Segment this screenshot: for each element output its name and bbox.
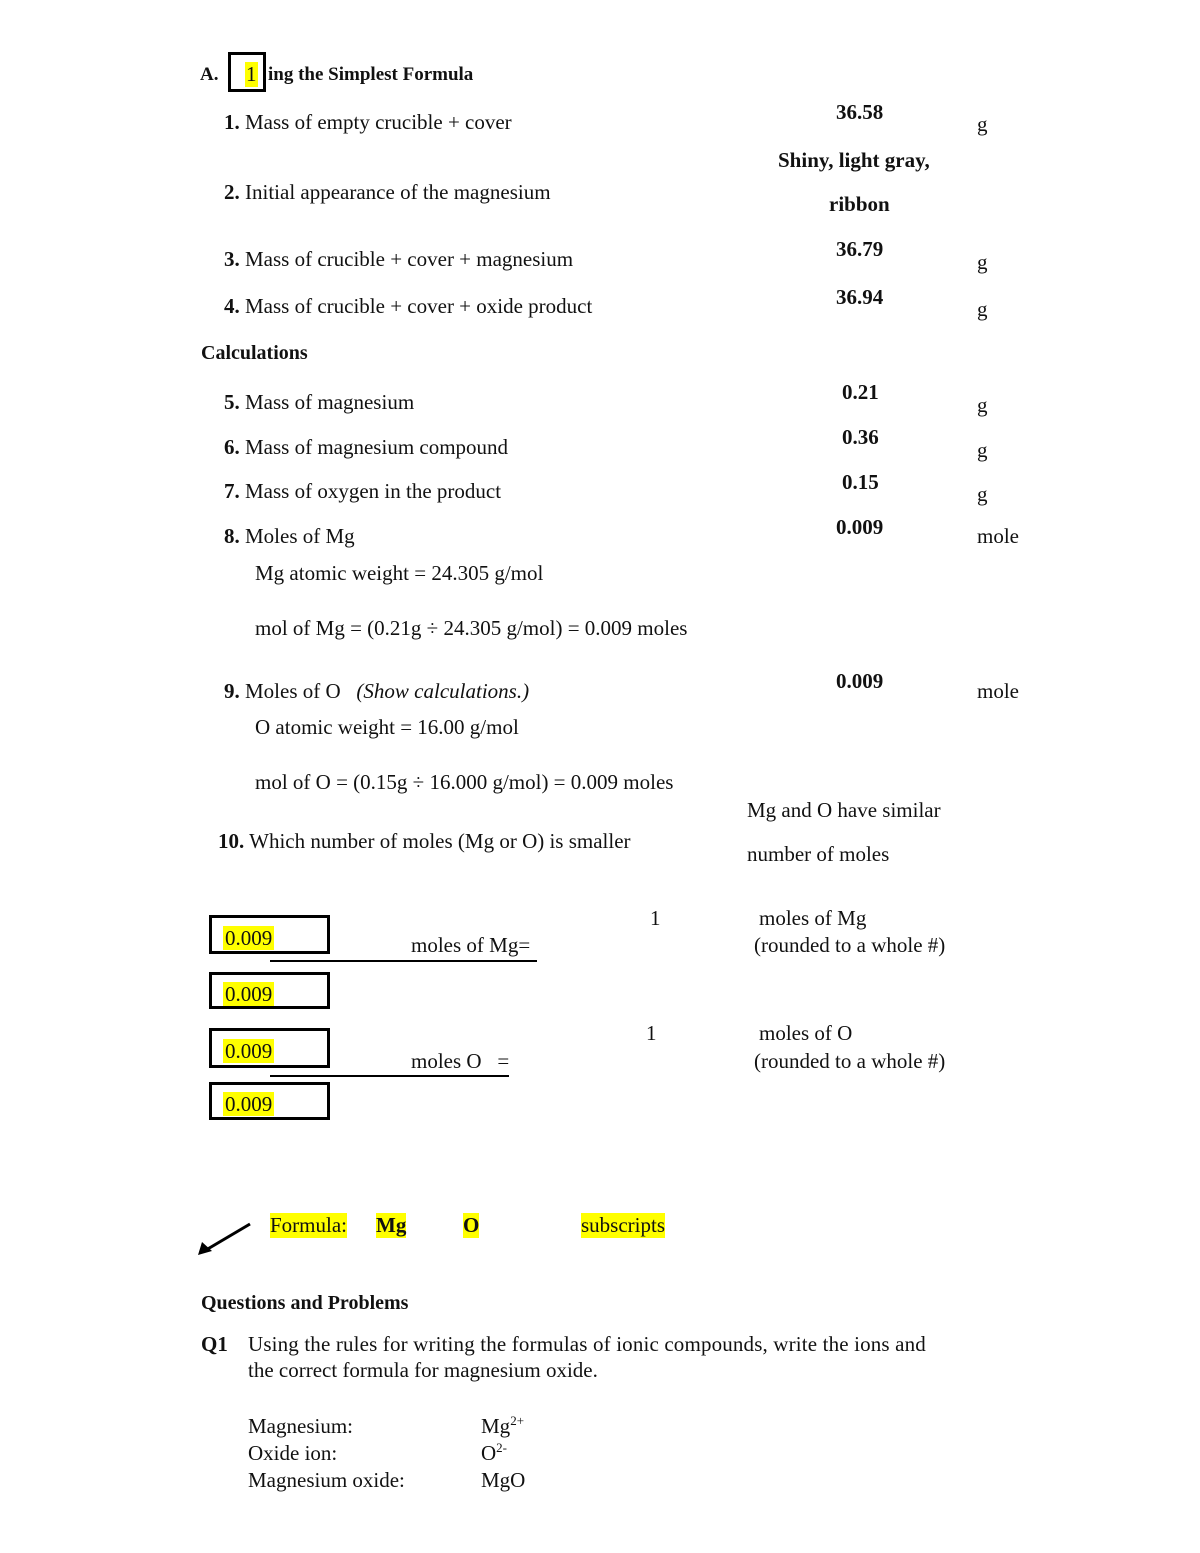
mg-moles-calc: mol of Mg = (0.21g ÷ 24.305 g/mol) = 0.009 moles (255, 616, 688, 640)
mg-ratio-label: moles of Mg= (411, 933, 531, 957)
o-ratio-result: 1 (646, 1021, 657, 1045)
item-5-unit: g (977, 393, 988, 417)
item-number: 10. (218, 829, 245, 853)
item-6 (224, 435, 508, 460)
ion-symbol: Mg (481, 1414, 511, 1438)
item-3 (224, 247, 573, 272)
magnesium-oxide-formula: MgO (481, 1468, 526, 1492)
mg-rounded-note: (rounded to a whole #) (754, 933, 946, 957)
item-7-unit: g (977, 482, 988, 506)
questions-heading: Questions and Problems (201, 1292, 409, 1314)
o-result-label: moles of O (759, 1021, 853, 1045)
mg-ratio-result: 1 (650, 906, 661, 930)
item-7 (224, 479, 501, 504)
o-denominator-value: 0.009 (225, 1092, 273, 1116)
item-2 (224, 180, 551, 205)
item-number: 5. (224, 390, 240, 414)
mg-fraction-line (270, 960, 537, 962)
item-10-answer-line2: number of moles (747, 842, 890, 866)
formula-o: O (463, 1213, 480, 1237)
item-number: 7. (224, 479, 240, 503)
item-9 (224, 679, 529, 704)
item-4-unit: g (977, 297, 988, 321)
oxide-label: Oxide ion: (248, 1441, 338, 1465)
item-number: 8. (224, 524, 240, 548)
o-atomic-weight: O atomic weight = 16.00 g/mol (255, 715, 519, 739)
item-label: Mass of crucible + cover + oxide product (245, 294, 593, 318)
section-number-value: 1 (246, 62, 257, 86)
o-moles-calc: mol of O = (0.15g ÷ 16.000 g/mol) = 0.009 moles (255, 770, 674, 794)
mg-numerator-value: 0.009 (225, 926, 273, 950)
magnesium-ion (481, 1414, 524, 1439)
ion-charge: 2+ (510, 1413, 525, 1428)
item-number: 2. (224, 180, 240, 204)
item-label: Mass of crucible + cover + magnesium (245, 247, 574, 271)
item-label: Mass of empty crucible + cover (245, 110, 512, 134)
o-fraction-line (270, 1075, 509, 1077)
item-number: 9. (224, 679, 240, 703)
item-10-answer-line1: Mg and O have similar (747, 798, 941, 822)
item-hint: (Show calculations.) (356, 679, 530, 703)
item-label: Mass of magnesium (245, 390, 415, 414)
arrow-icon (196, 1220, 256, 1258)
item-label: Mass of oxygen in the product (245, 479, 502, 503)
formula-mg: Mg (376, 1213, 407, 1237)
item-label: Moles of O (245, 679, 341, 703)
section-letter: A. (200, 64, 219, 85)
magnesium-label: Magnesium: (248, 1414, 353, 1438)
item-label: Which number of moles (Mg or O) is smaller (249, 829, 631, 853)
item-2-value-line1: Shiny, light gray, (778, 148, 930, 172)
item-6-value: 0.36 (842, 425, 879, 449)
section-title: ing the Simplest Formula (268, 64, 474, 85)
item-label: Moles of Mg (245, 524, 355, 548)
item-5 (224, 390, 414, 415)
item-7-value: 0.15 (842, 470, 879, 494)
item-2-value-line2: ribbon (829, 192, 890, 216)
item-5-value: 0.21 (842, 380, 879, 404)
o-ratio-label: moles O = (411, 1049, 510, 1073)
item-number: 1. (224, 110, 240, 134)
item-label: Mass of magnesium compound (245, 435, 509, 459)
item-number: 6. (224, 435, 240, 459)
oxide-ion (481, 1441, 507, 1466)
formula-subscripts: subscripts (581, 1213, 665, 1237)
item-number: 3. (224, 247, 240, 271)
mg-denominator-value: 0.009 (225, 982, 273, 1006)
mg-atomic-weight: Mg atomic weight = 24.305 g/mol (255, 561, 544, 585)
item-number: 4. (224, 294, 240, 318)
q1-label: Q1 (201, 1332, 228, 1356)
item-1-unit: g (977, 112, 988, 136)
item-8-value: 0.009 (836, 515, 884, 539)
item-4 (224, 294, 592, 319)
item-4-value: 36.94 (836, 285, 884, 309)
magnesium-oxide-label: Magnesium oxide: (248, 1468, 405, 1492)
ion-symbol: O (481, 1441, 497, 1465)
calculations-heading: Calculations (201, 342, 308, 364)
item-9-unit: mole (977, 679, 1019, 703)
item-10 (218, 829, 631, 854)
item-1-value: 36.58 (836, 100, 884, 124)
item-1 (224, 110, 512, 135)
item-3-unit: g (977, 250, 988, 274)
o-numerator-value: 0.009 (225, 1039, 273, 1063)
item-8-unit: mole (977, 524, 1019, 548)
ion-charge: 2- (496, 1440, 508, 1455)
item-9-value: 0.009 (836, 669, 884, 693)
item-label: Initial appearance of the magnesium (245, 180, 551, 204)
item-8 (224, 524, 355, 549)
item-3-value: 36.79 (836, 237, 884, 261)
q1-text-line2: the correct formula for magnesium oxide. (248, 1358, 598, 1382)
item-6-unit: g (977, 438, 988, 462)
section-a-heading (200, 64, 218, 86)
q1-text-line1: Using the rules for writing the formulas of ionic compounds, write the ions and (248, 1332, 926, 1356)
mg-result-label: moles of Mg (759, 906, 867, 930)
formula-label: Formula: (270, 1213, 347, 1237)
o-rounded-note: (rounded to a whole #) (754, 1049, 946, 1073)
